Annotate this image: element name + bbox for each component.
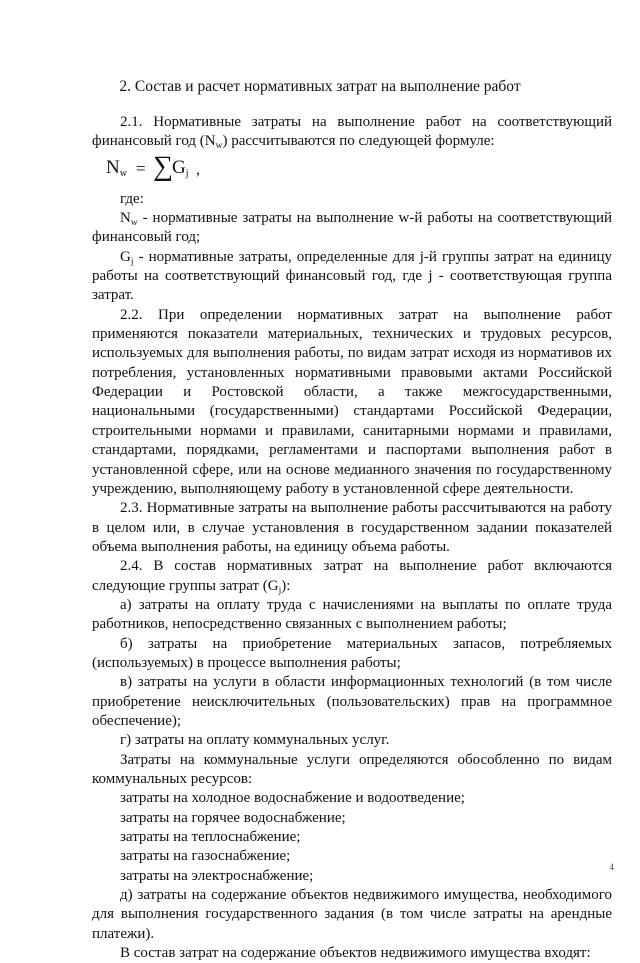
communal-item: затраты на горячее водоснабжение; <box>120 809 346 826</box>
definition-nw-text: - нормативные затраты на выполнение w-й работы на соответствующий финансовый год; <box>92 210 612 246</box>
communal-item: затраты на газоснабжение; <box>120 848 291 865</box>
closing-paragraph: В состав затрат на содержание объектов недвижимого имущества входят: <box>120 945 591 962</box>
communal-item: затраты на холодное водоснабжение и водоотведение; <box>120 790 465 807</box>
formula-rhs-symbol: G <box>172 156 186 178</box>
communal-intro: Затраты на коммунальные услуги определяются обособленно по видам коммунальных ресурсов: <box>92 751 612 787</box>
list-item-d: д) затраты на содержание объектов недвижимого имущества, необходимого для выполнения государственного задания (в том числе затраты на арендные платежи). <box>92 887 612 942</box>
definition-nw-sub: w <box>130 218 138 229</box>
paragraph-2-2: 2.2. При определении нормативных затрат на выполнение работ применяются показатели материальных, технических и трудовых ресурсов, используемых для выполнения работы, по видам затрат исходя из нормативов их потребления, установленных нормативными правовыми актами Российской Федерации и Ростовской области, а также межгосударственными, национальными (государственными) стандартами Российской Федерации, строительными нормами и правилами, санитарными нормами и правилами, стандартами, порядками, регламентами и паспортами выполнения работ в установленной сфере, или на основе медианного значения по государственному учреждению, выполняющему работу в установленной сфере деятельности. <box>92 306 612 497</box>
formula-sum-symbol: ∑ <box>153 150 173 182</box>
document-body <box>92 113 612 963</box>
definition-nw-symbol: N <box>120 210 131 227</box>
formula-lhs <box>106 158 127 177</box>
formula-lhs-symbol: N <box>106 156 120 178</box>
paragraph-2-4-text-b: ): <box>281 577 291 594</box>
paragraph-2-1-sub: w <box>215 141 223 152</box>
definition-gj-sub: j <box>130 256 134 267</box>
definition-gj-symbol: G <box>120 248 131 265</box>
communal-item: затраты на теплоснабжение; <box>120 829 301 846</box>
paragraph-2-4-text-a: 2.4. В состав нормативных затрат на выполнение работ включаются следующие группы затрат (G <box>92 558 612 594</box>
formula-lhs-sub: w <box>119 167 127 179</box>
formula <box>92 152 612 190</box>
formula-equals: = <box>136 158 146 178</box>
list-item-a: а) затраты на оплату труда с начислениями на выплаты по оплате труда работников, непосредственно связанных с выполнением работы; <box>92 596 612 633</box>
section-heading: 2. Состав и расчет нормативных затрат на выполнение работ <box>119 78 521 95</box>
paragraph-2-1-text-a: 2.1. Нормативные затраты на выполнение работ на соответствующий финансовый год (N <box>92 114 612 150</box>
where-label: где: <box>120 190 144 207</box>
list-item-v: в) затраты на услуги в области информационных технологий (в том числе приобретение неисключительных (пользовательских) прав на программное обеспечение); <box>92 674 612 729</box>
formula-comma: , <box>196 160 200 178</box>
paragraph-2-4-sub: j <box>278 585 282 596</box>
formula-rhs-sub: j <box>185 167 189 179</box>
paragraph-2-3: 2.3. Нормативные затраты на выполнение работы рассчитываются на работу в целом или, в случае установления в государственном задании показателей объема выполнения работы, на единицу объема работы. <box>92 500 612 555</box>
definition-nw <box>92 209 612 248</box>
paragraph-2-1 <box>92 113 612 152</box>
paragraph-2-1-text-b: ) рассчитываются по следующей формуле: <box>222 133 495 150</box>
definition-gj <box>92 248 612 306</box>
formula-rhs <box>172 158 189 177</box>
list-item-g: г) затраты на оплату коммунальных услуг. <box>120 732 390 749</box>
definition-gj-text: - нормативные затраты, определенные для j-й группы затрат на единицу работы на соответствующий финансовый год, где j - соответствующая группа затрат. <box>92 248 612 304</box>
list-item-b: б) затраты на приобретение материальных запасов, потребляемых (используемых) в процессе выполнения работы; <box>92 635 612 671</box>
page-number: 4 <box>609 862 614 872</box>
paragraph-2-4 <box>92 557 612 596</box>
communal-item: затраты на электроснабжение; <box>120 867 314 884</box>
